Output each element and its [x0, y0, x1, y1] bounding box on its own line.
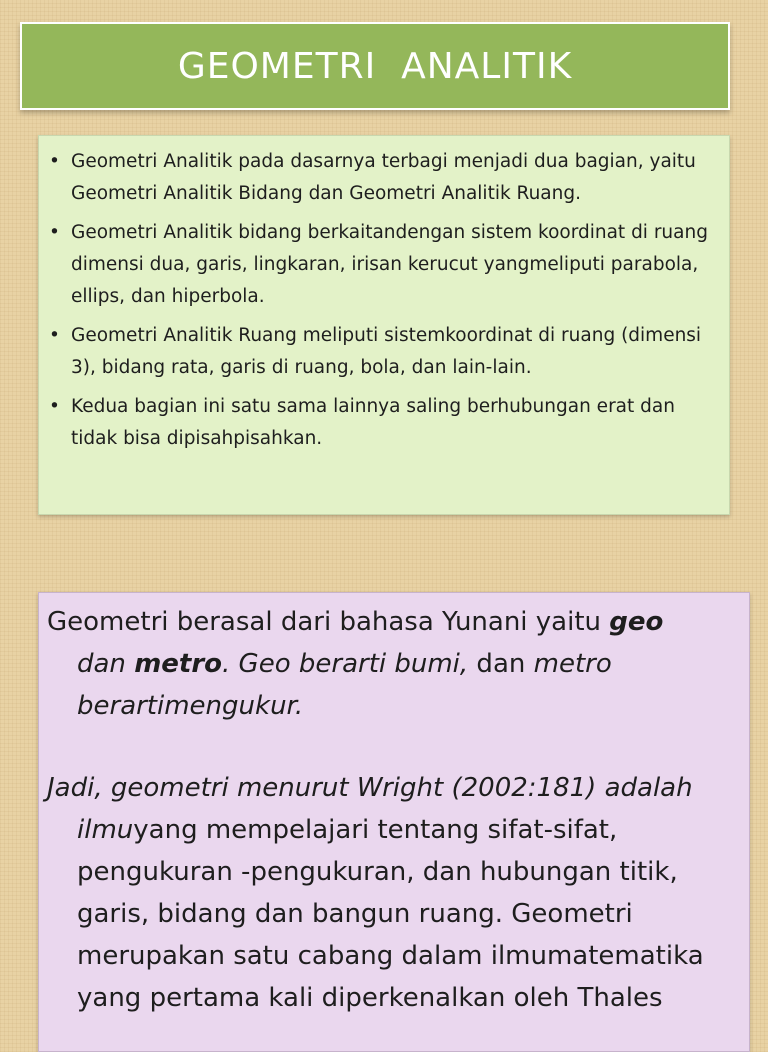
- bullet-item: [49, 320, 715, 384]
- text-run: yang mempelajari tentang sifat-sifat, pengukuran -pengukuran, dan hubungan titik, garis, bidang dan bangun ruang. Geometri merupakan satu cabang dalam ilmumatematika yang pertama kali diperkenalkan oleh Thales: [77, 815, 704, 1013]
- definition-paragraph-wright: [47, 767, 745, 1019]
- term-metro: metro: [134, 649, 223, 679]
- bullet-item: [49, 391, 715, 455]
- bullet-text: Geometri Analitik pada dasarnya terbagi menjadi dua bagian, yaitu Geometri Analitik Bidang dan Geometri Analitik Ruang.: [71, 151, 696, 204]
- definition-box: [38, 592, 750, 1052]
- text-run: berartimengukur.: [77, 691, 304, 721]
- bullet-icon: •: [49, 222, 60, 243]
- bullet-text: Geometri Analitik bidang berkaitandengan sistem koordinat di ruang dimensi dua, garis, lingkaran, irisan kerucut yangmeliputi parabola, ellips, dan hiperbola.: [71, 222, 708, 307]
- text-run: dan: [468, 649, 534, 679]
- bullet-icon: •: [49, 396, 60, 417]
- bullet-icon: •: [49, 325, 60, 346]
- bullet-list: [49, 146, 715, 455]
- bullet-item: [49, 217, 715, 313]
- text-run: . Geo berarti bumi,: [222, 649, 469, 679]
- term-metro: metro: [533, 649, 612, 679]
- text-run: Jadi, geometri menurut Wright (2002:181) adalah ilmu: [47, 773, 693, 845]
- definition-paragraph-origin: [47, 601, 745, 727]
- slide-title: GEOMETRI ANALITIK: [177, 45, 573, 87]
- term-geo: geo: [609, 607, 664, 637]
- bullet-item: [49, 146, 715, 210]
- bullet-icon: •: [49, 151, 60, 172]
- bullet-text: Kedua bagian ini satu sama lainnya saling berhubungan erat dan tidak bisa dipisahpisahkan.: [71, 396, 675, 449]
- bullet-text: Geometri Analitik Ruang meliputi sistemkoordinat di ruang (dimensi 3), bidang rata, garis di ruang, bola, dan lain-lain.: [71, 325, 702, 378]
- text-run: Geometri berasal dari bahasa Yunani yaitu: [47, 607, 610, 637]
- text-run: dan: [77, 649, 135, 679]
- bullets-box: [38, 135, 730, 515]
- title-box: [20, 22, 730, 110]
